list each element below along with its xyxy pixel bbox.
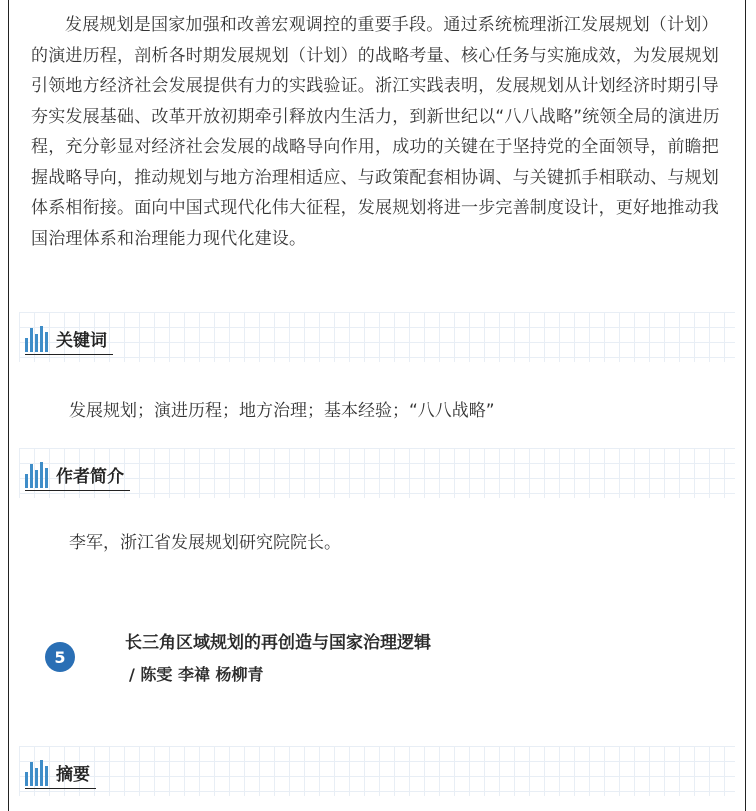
keywords-heading <box>25 322 113 355</box>
keywords-text: 发展规划；演进历程；地方治理；基本经验；“八八战略” <box>69 401 495 421</box>
bar-chart-icon <box>25 760 48 786</box>
abstract-section-header <box>19 746 735 796</box>
article-title[interactable]: 长三角区域规划的再创造与国家治理逻辑 <box>125 633 431 653</box>
next-article-entry[interactable] <box>45 620 725 700</box>
keywords-section-header <box>19 312 735 362</box>
author-section-header <box>19 448 735 498</box>
abstract-paragraph: 发展规划是国家加强和改善宏观调控的重要手段。通过系统梳理浙江发展规划（计划）的演进历程，剖析各时期发展规划（计划）的战略考量、核心任务与实施成效，为发展规划引领地方经济社会发展提供有力的实践验证。浙江实践表明，发展规划从计划经济时期引导夯实发展基础、改革开放初期牵引释放内生活力，到新世纪以“八八战略”统领全局的演进历程，充分彰显对经济社会发展的战略导向作用，成功的关键在于坚持党的全面领导，前瞻把握战略导向，推动规划与地方治理相适应、与政策配套相协调、与关键抓手相联动、与规划体系相衔接。面向中国式现代化伟大征程，发展规划将进一步完善制度设计，更好地推动我国治理体系和治理能力现代化建设。 <box>31 15 720 249</box>
author-title: 作者简介 <box>56 467 124 487</box>
article-number-badge: 5 <box>45 642 75 672</box>
abstract-heading <box>25 756 96 789</box>
abstract-title: 摘要 <box>56 765 90 785</box>
author-bio-text: 李军，浙江省发展规划研究院院长。 <box>69 533 341 553</box>
keywords-title: 关键词 <box>56 331 107 351</box>
bar-chart-icon <box>25 462 48 488</box>
article-frame <box>8 0 746 811</box>
bar-chart-icon <box>25 326 48 352</box>
article-authors: / 陈雯 李禕 杨柳青 <box>129 665 264 684</box>
author-heading <box>25 458 130 491</box>
